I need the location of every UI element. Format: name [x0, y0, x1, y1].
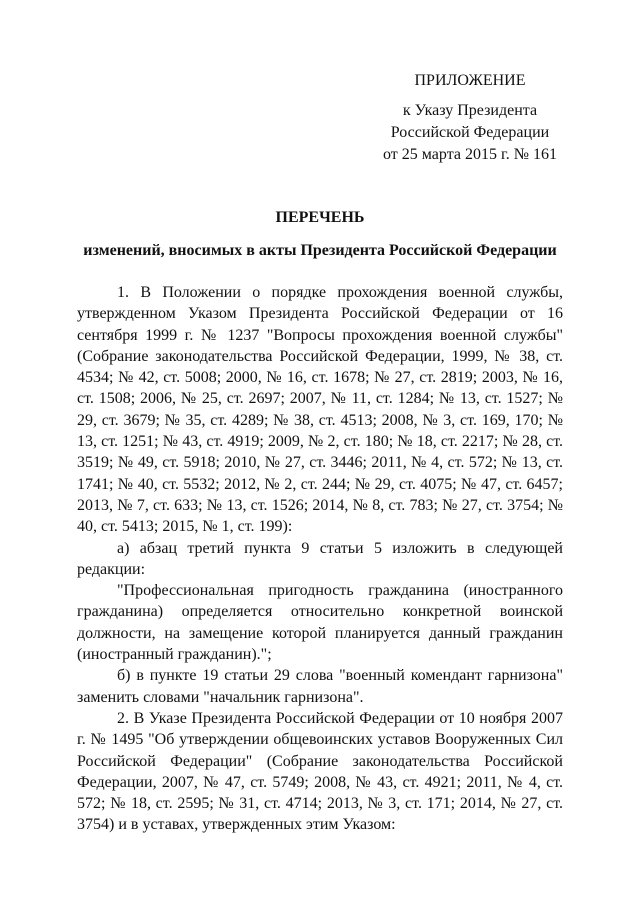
appendix-block	[370, 70, 570, 166]
paragraph-1a: а) абзац третий пункта 9 статьи 5 изложить в следующей редакции:	[77, 539, 563, 578]
paragraph-2: 2. В Указе Президента Российской Федерации от 10 ноября 2007 г. № 1495 "Об утверждении общевоинских уставов Вооруженных Сил Российской Федерации" (Собрание законодательства Российской Федерации, 2007, № 47, ст. 5749; 2008, № 43, ст. 4921; 2011, № 4, ст. 572; № 18, ст. 2595; № 31, ст. 4714; 2013, № 3, ст. 171; 2014, № 27, ст. 3754) и в уставах, утвержденных этим Указом:	[77, 709, 563, 834]
appendix-line-2: Российской Федерации	[390, 124, 550, 141]
document-body	[77, 282, 563, 836]
appendix-line-1: к Указу Президента	[402, 102, 538, 119]
title-block	[60, 207, 580, 262]
paragraph-1b: б) в пункте 19 статьи 29 слова "военный комендант гарнизона" заменить словами "начальник гарнизона".	[77, 667, 563, 706]
paragraph-1: 1. В Положении о порядке прохождения военной службы, утвержденном Указом Президента Российской Федерации от 16 сентября 1999 г. № 1237 "Вопросы прохождения военной службы" (Собрание законодательства Российской Федерации, 1999, № 38, ст. 4534; № 42, ст. 5008; 2000, № 16, ст. 1678; № 27, ст. 2819; 2003, № 16, ст. 1508; 2006, № 25, ст. 2697; 2007, № 11, ст. 1284; № 13, ст. 1527; № 29, ст. 3679; № 35, ст. 4289; № 38, ст. 4513; 2008, № 3, ст. 169, 170; № 13, ст. 1251; № 43, ст. 4919; 2009, № 2, ст. 180; № 18, ст. 2217; № 28, ст. 3519; № 49, ст. 5918; 2010, № 27, ст. 3446; 2011, № 4, ст. 572; № 13, ст. 1741; № 40, ст. 5532; 2012, № 2, ст. 244; № 29, ст. 4075; № 47, ст. 6457; 2013, № 7, ст. 633; № 13, ст. 1526; 2014, № 8, ст. 783; № 27, ст. 3754; № 40, ст. 5413; 2015, № 1, ст. 199):	[77, 284, 563, 536]
appendix-heading: ПРИЛОЖЕНИЕ	[414, 72, 526, 89]
paragraph-quote: "Профессиональная пригодность гражданина (иностранного гражданина) определяется относительно конкретной воинской должности, на замещение которой планируется данный гражданин (иностранный гражданин).";	[77, 582, 563, 664]
document-title: ПЕРЕЧЕНЬ	[275, 209, 365, 226]
document-subtitle: изменений, вносимых в акты Президента Российской Федерации	[83, 242, 557, 259]
appendix-line-3: от 25 марта 2015 г. № 161	[383, 146, 557, 163]
